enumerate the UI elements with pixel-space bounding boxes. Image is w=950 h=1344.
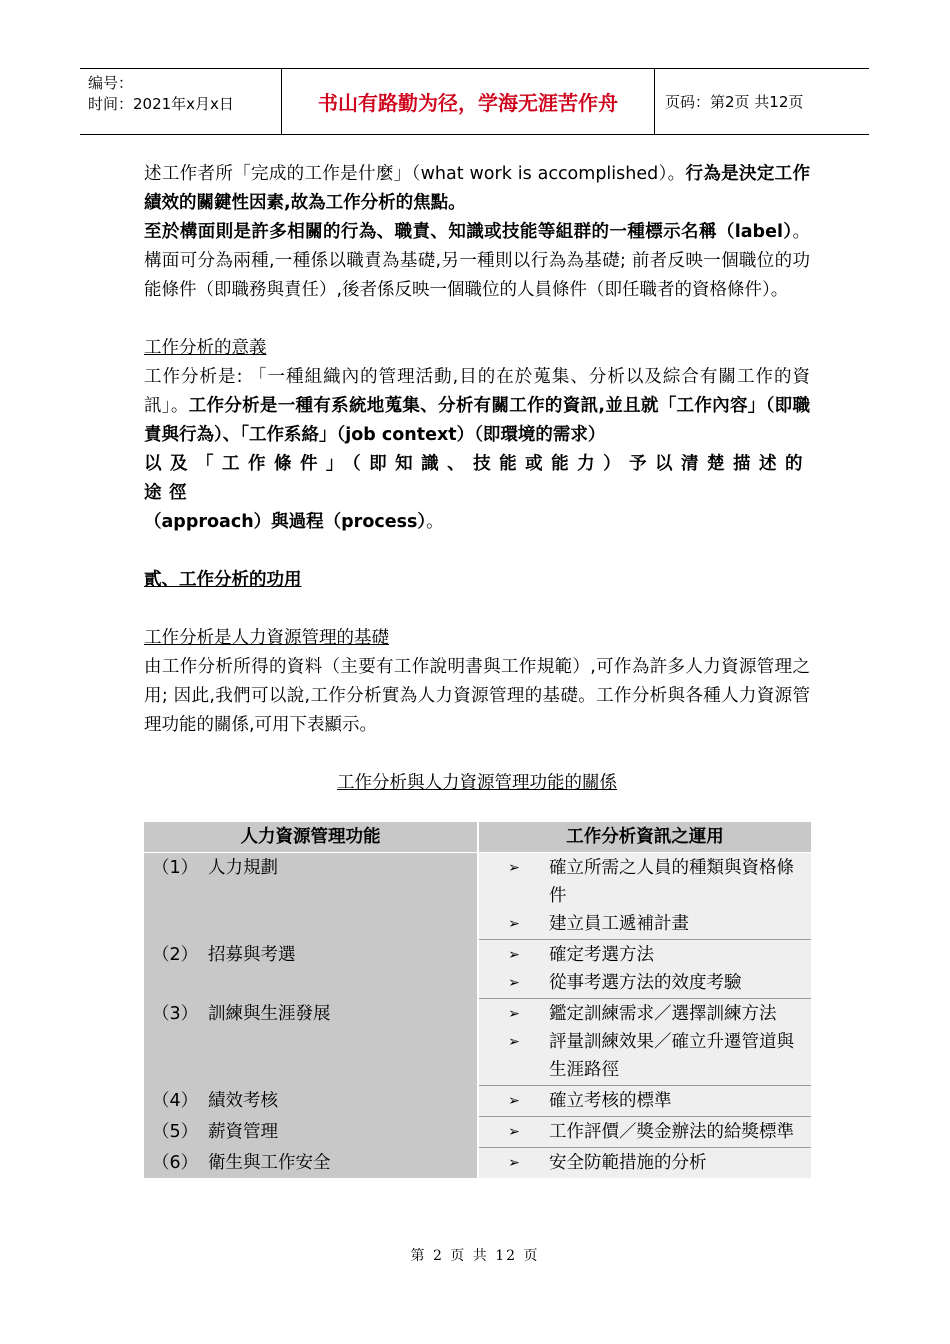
usage-cell bbox=[478, 999, 811, 1086]
usage-cell bbox=[478, 940, 811, 999]
arrow-bullet-icon: ➢ bbox=[508, 1034, 520, 1050]
section-heading-foundation: 工作分析是人力資源管理的基礎 bbox=[144, 628, 389, 648]
table-header-usage: 工作分析資訊之運用 bbox=[478, 822, 811, 853]
function-label: 績效考核 bbox=[208, 1090, 278, 1111]
document-body bbox=[144, 160, 810, 798]
page-header bbox=[80, 68, 869, 135]
function-number: （2） bbox=[152, 944, 199, 965]
header-motto: 书山有路勤为径，学海无涯苦作舟 bbox=[282, 69, 655, 134]
table-header-function: 人力資源管理功能 bbox=[144, 822, 478, 853]
table-row bbox=[144, 853, 811, 940]
page-footer: 第 2 页 共 12 页 bbox=[410, 1248, 540, 1264]
usage-cell bbox=[478, 1148, 811, 1179]
function-number: （6） bbox=[152, 1152, 199, 1173]
arrow-bullet-icon: ➢ bbox=[508, 1124, 520, 1140]
table-title: 工作分析與人力資源管理功能的關係 bbox=[337, 773, 617, 793]
table-row bbox=[144, 1086, 811, 1117]
table-row bbox=[144, 999, 811, 1086]
arrow-bullet-icon: ➢ bbox=[508, 975, 520, 991]
usage-item bbox=[479, 1118, 811, 1146]
header-page-label: 页码：第2页 共12页 bbox=[665, 93, 804, 111]
usage-item bbox=[479, 910, 811, 938]
arrow-bullet-icon: ➢ bbox=[508, 916, 520, 932]
section-heading-functions: 貳、工作分析的功用 bbox=[144, 570, 302, 590]
paragraph-foundation: 由工作分析所得的資料（主要有工作說明書與工作規範）,可作為許多人力資源管理之用; 因此,我們可以說,工作分析實為人力資源管理的基礎。工作分析與各種人力資源管理功能的關係,可用下表顯示。 bbox=[144, 657, 810, 735]
usage-text: 工作評價／獎金辦法的給獎標準 bbox=[549, 1122, 794, 1142]
arrow-bullet-icon: ➢ bbox=[508, 860, 520, 876]
arrow-bullet-icon: ➢ bbox=[508, 1093, 520, 1109]
function-label: 訓練與生涯發展 bbox=[208, 1003, 331, 1024]
usage-item bbox=[479, 1087, 811, 1115]
function-cell bbox=[144, 999, 478, 1086]
usage-item bbox=[479, 1149, 811, 1177]
function-label: 薪資管理 bbox=[208, 1121, 278, 1142]
function-cell bbox=[144, 853, 478, 940]
usage-text: 確定考選方法 bbox=[549, 945, 654, 965]
arrow-bullet-icon: ➢ bbox=[508, 947, 520, 963]
function-cell bbox=[144, 1148, 478, 1179]
arrow-bullet-icon: ➢ bbox=[508, 1006, 520, 1022]
usage-item bbox=[479, 969, 811, 997]
usage-cell bbox=[478, 853, 811, 940]
usage-text: 建立員工遞補計畫 bbox=[549, 914, 689, 934]
function-number: （5） bbox=[152, 1121, 199, 1142]
usage-text: 鑑定訓練需求／選擇訓練方法 bbox=[549, 1004, 777, 1024]
usage-text: 評量訓練效果／確立升遷管道與生涯路徑 bbox=[549, 1032, 794, 1080]
number-label: 编号： bbox=[88, 74, 134, 92]
function-number: （4） bbox=[152, 1090, 199, 1111]
function-label: 人力規劃 bbox=[208, 858, 278, 878]
usage-text: 確立考核的標準 bbox=[549, 1091, 672, 1111]
section-heading-meaning: 工作分析的意義 bbox=[144, 338, 267, 358]
usage-item bbox=[479, 1028, 811, 1084]
paragraph-1: 述工作者所「完成的工作是什麼」（what work is accomplished）。行為是決定工作績效的關鍵性因素,故為工作分析的焦點。 bbox=[144, 164, 810, 213]
function-cell bbox=[144, 1117, 478, 1148]
usage-cell bbox=[478, 1086, 811, 1117]
table-row bbox=[144, 940, 811, 999]
table-row bbox=[144, 1148, 811, 1179]
table-row bbox=[144, 1117, 811, 1148]
function-number: （3） bbox=[152, 1003, 199, 1024]
usage-item bbox=[479, 854, 811, 910]
hrm-function-table bbox=[144, 822, 811, 1178]
function-cell bbox=[144, 940, 478, 999]
function-label: 衛生與工作安全 bbox=[208, 1152, 331, 1173]
paragraph-meaning: 工作分析是: 「一種組織內的管理活動,目的在於蒐集、分析以及綜合有關工作的資訊」。工作分析是一種有系統地蒐集、分析有關工作的資訊,並且就「工作內容」（即職責與行為）、「工作系絡」（job context）（即環境的需求） 以及「工作條件」（即知識、技能或能力）予以清楚描述的途徑 （approach）與過程（process）。 bbox=[144, 367, 810, 532]
usage-item bbox=[479, 941, 811, 969]
date-label: 时间：2021年x月x日 bbox=[88, 95, 234, 113]
usage-cell bbox=[478, 1117, 811, 1148]
header-meta bbox=[80, 69, 282, 134]
usage-text: 從事考選方法的效度考驗 bbox=[549, 973, 742, 993]
arrow-bullet-icon: ➢ bbox=[508, 1155, 520, 1171]
usage-text: 安全防範措施的分析 bbox=[549, 1153, 707, 1173]
usage-item bbox=[479, 1000, 811, 1028]
usage-text: 確立所需之人員的種類與資格條件 bbox=[549, 858, 794, 906]
paragraph-2: 至於構面則是許多相關的行為、職責、知識或技能等組群的一種標示名稱（label）。構面可分為兩種,一種係以職責為基礎,另一種則以行為為基礎; 前者反映一個職位的功能條件（即職務與責任）,後者係反映一個職位的人員條件（即任職者的資格條件）。 bbox=[144, 222, 810, 300]
function-number: （1） bbox=[152, 858, 199, 878]
function-label: 招募與考選 bbox=[208, 944, 296, 965]
function-cell bbox=[144, 1086, 478, 1117]
